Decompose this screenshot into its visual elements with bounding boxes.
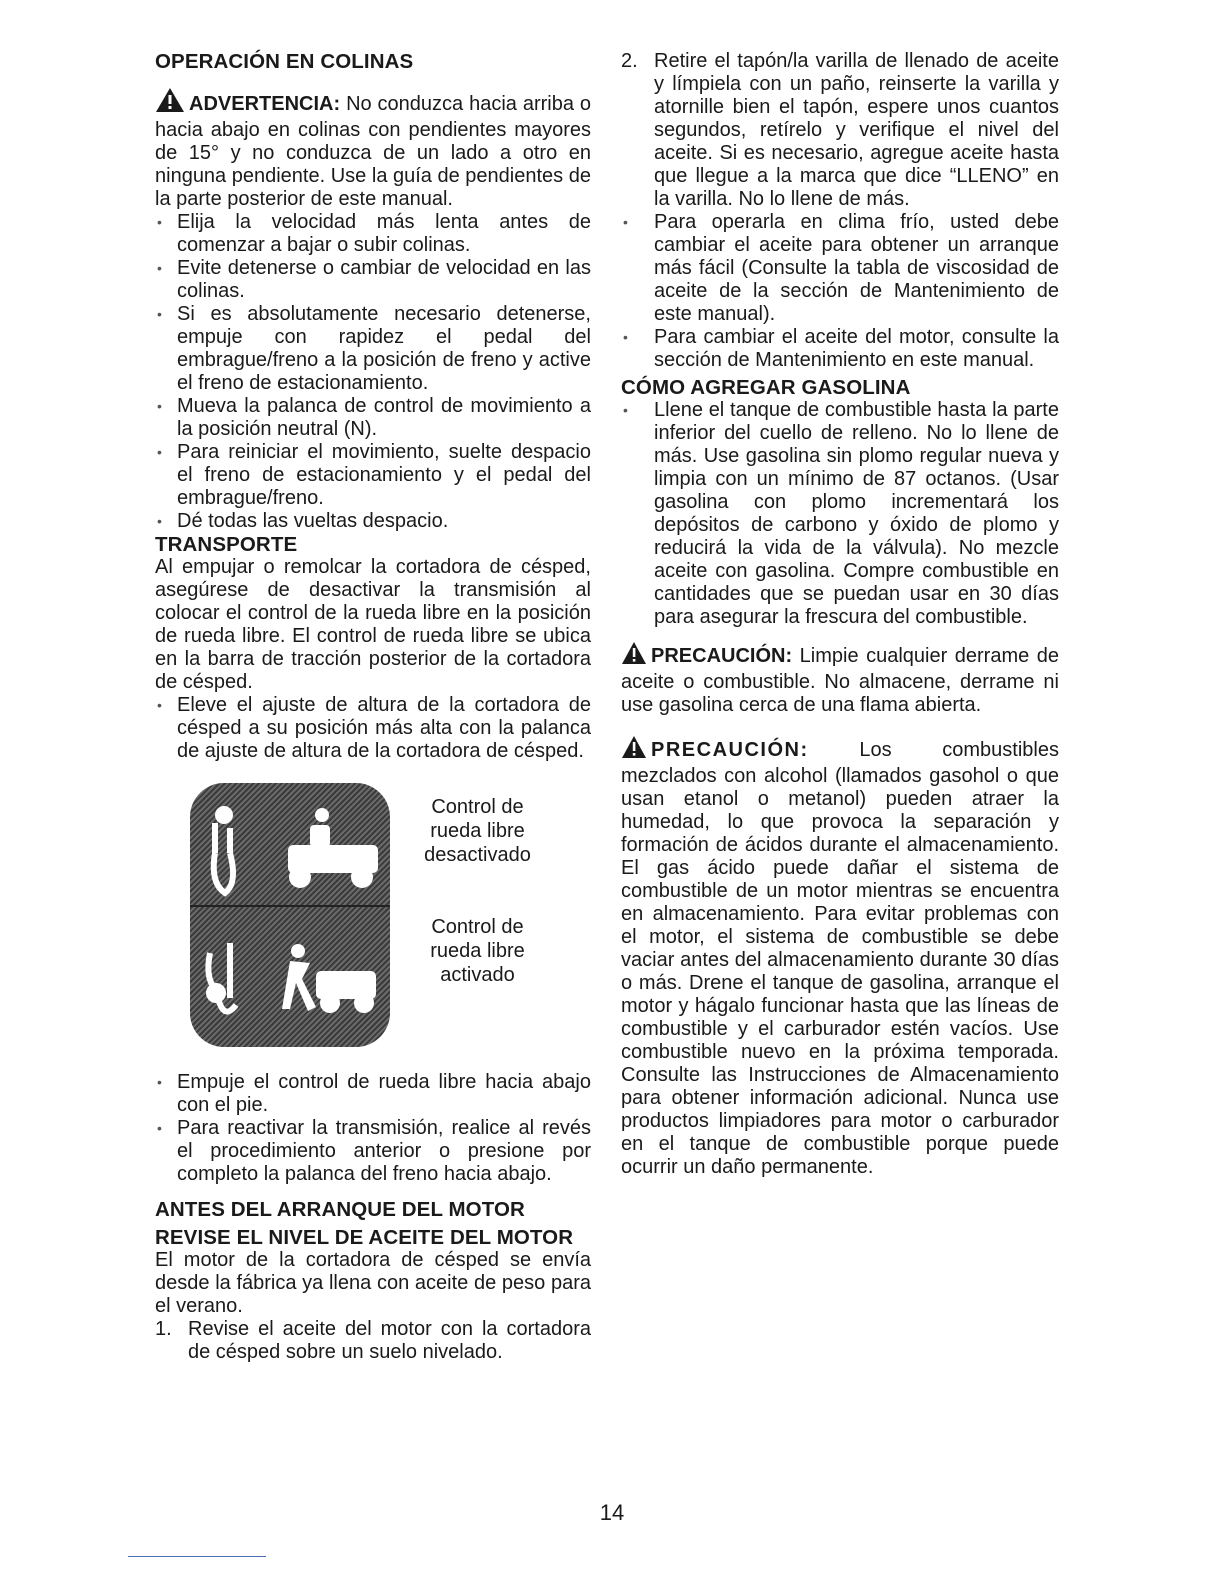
- lever-up-icon: [214, 809, 233, 893]
- fuel-bullet-list: [621, 399, 1059, 629]
- caution-fuel-storage: [621, 735, 1059, 1179]
- caption-engaged: Control de rueda libre activado: [430, 916, 525, 986]
- transport-text: Al empujar o remolcar la cortadora de césped, asegúrese de desactivar la transmisión al colocar el control de la rueda libre en la posición de rueda libre. El control de rueda libre se ubica en la barra de tracción posterior de la cortadora de césped.: [155, 556, 591, 693]
- oil-intro-text: El motor de la cortadora de césped se envía desde la fábrica ya llena con aceite de peso para el verano.: [155, 1249, 591, 1317]
- hill-warning: [155, 87, 591, 211]
- list-item: • Llene el tanque de combustible hasta la parte inferior del cuello de relleno. No lo llene de más. Use gasolina sin plomo regular nueva y limpia con un mínimo de 87 octanos. (Usar gasolina con plomo incrementará los depósitos de carbono y óxido de plomo y reducirá la vida de la válvula). No mezcle aceite con gasolina. Compre combustible en cantidades que se puedan usar en 30 días para asegurar la frescura del combustible.: [621, 399, 1059, 629]
- caution-triangle-icon: [621, 641, 647, 671]
- person-pushing-mower-icon: [282, 944, 376, 1013]
- footer-rule: [128, 1556, 266, 1557]
- list-item: • Para reiniciar el movimiento, suelte despacio el freno de estacionamiento y el pedal del embrague/freno.: [155, 441, 591, 510]
- freewheel-illustration: [190, 783, 390, 1047]
- list-item: • Empuje el control de rueda libre hacia abajo con el pie.: [155, 1071, 591, 1117]
- caption-disengaged: Control de rueda libre desactivado: [424, 796, 531, 866]
- right-column: [621, 50, 1059, 1179]
- list-item: • Elija la velocidad más lenta antes de comenzar a bajar o subir colinas.: [155, 211, 591, 257]
- warning-text: No conduzca hacia arriba o hacia abajo en colinas con pendientes mayores de 15° y no conduzca de un lado a otro en ninguna pendiente. Use la guía de pendientes de la parte posterior de este manual.: [155, 93, 592, 210]
- lever-down-icon: [208, 943, 236, 1012]
- page-number: 14: [599, 1500, 625, 1525]
- caution-triangle-icon: [621, 735, 647, 765]
- oil-steps-list: [155, 1318, 591, 1364]
- transport-heading: TRANSPORTE: [155, 533, 298, 556]
- oil-level-heading: REVISE EL NIVEL DE ACEITE DEL MOTOR: [155, 1226, 574, 1249]
- caution-label: PRECAUCIÓN:: [651, 645, 793, 667]
- freewheel-icon-panel: [190, 783, 390, 1047]
- caution-spill: [621, 641, 1059, 717]
- oil-steps-list-continued: [621, 50, 1059, 211]
- hill-operation-heading: OPERACIÓN EN COLINAS: [155, 50, 414, 73]
- list-item: • Para reactivar la transmisión, realice al revés el procedimiento anterior o presione por completo la palanca del freno hacia abajo.: [155, 1117, 591, 1186]
- freewheel-bullet-list: [155, 1071, 591, 1186]
- warning-triangle-icon: [155, 87, 185, 119]
- panel-divider: [190, 905, 390, 907]
- caution-text: Limpie cualquier derrame de aceite o combustible. No almacene, derrame ni use gasolina cerca de una flama abierta.: [621, 645, 1060, 716]
- rider-on-mower-icon: [288, 808, 378, 888]
- list-item: • Dé todas las vueltas despacio.: [155, 510, 591, 533]
- list-item: • Eleve el ajuste de altura de la cortadora de césped a su posición más alta con la palanca de ajuste de altura de la cortadora de césped.: [155, 694, 591, 763]
- warning-label: ADVERTENCIA:: [189, 93, 341, 115]
- transport-bullet-list: [155, 694, 591, 763]
- list-item: • Mueva la palanca de control de movimiento a la posición neutral (N).: [155, 395, 591, 441]
- caution-text: Los combustibles mezclados con alcohol (llamados gasohol o que usan etanol o metanol) pueden atraer la humedad, lo que provoca la separación y formación de ácidos durante el almacenamiento. El gas ácido puede dañar el sistema de combustible de un motor mientras se encuentra en almacenamiento. Para evitar problemas con el motor, el sistema de combustible se debe vaciar antes del almacenamiento durante 30 días o más. Drene el tanque de gasolina, arranque el motor y hágalo funcionar hasta que las líneas de combustible y el carburador estén vacíos. Use combustible nuevo en la próxima temporada. Consulte las Instrucciones de Almacenamiento para obtener información adicional. Nunca use productos limpiadores para motor o carburador en el tanque de combustible porque puede ocurrir un daño permanente.: [621, 739, 1059, 1178]
- list-item: • Para operarla en clima frío, usted debe cambiar el aceite para obtener un arranque más fácil (Consulte la tabla de viscosidad de aceite de la sección de Mantenimiento de este manual).: [621, 211, 1059, 326]
- list-item: • Si es absolutamente necesario detenerse, empuje con rapidez el pedal del embrague/freno a la posición de freno y active el freno de estacionamiento.: [155, 303, 591, 395]
- before-start-heading: ANTES DEL ARRANQUE DEL MOTOR: [155, 1198, 525, 1221]
- left-column: [155, 50, 591, 1364]
- list-item: • Evite detenerse o cambiar de velocidad en las colinas.: [155, 257, 591, 303]
- add-fuel-heading: CÓMO AGREGAR GASOLINA: [621, 376, 911, 399]
- list-item: • Para cambiar el aceite del motor, consulte la sección de Mantenimiento en este manual.: [621, 326, 1059, 372]
- caution-label: PRECAUCIÓN:: [651, 739, 809, 761]
- freewheel-control-figure: [155, 783, 591, 1053]
- list-item: 2. Retire el tapón/la varilla de llenado de aceite y límpiela con un paño, reinserte la varilla y atornille bien el tapón, espere unos cuantos segundos, retírelo y verifique el nivel del aceite. Si es necesario, agregue aceite hasta que llegue a la marca que dice “LLENO” en la varilla. No lo llene de más.: [621, 50, 1059, 210]
- list-item: 1. Revise el aceite del motor con la cortadora de césped sobre un suelo nivelado.: [155, 1318, 591, 1363]
- hill-bullet-list: [155, 211, 591, 533]
- oil-bullet-list: [621, 211, 1059, 372]
